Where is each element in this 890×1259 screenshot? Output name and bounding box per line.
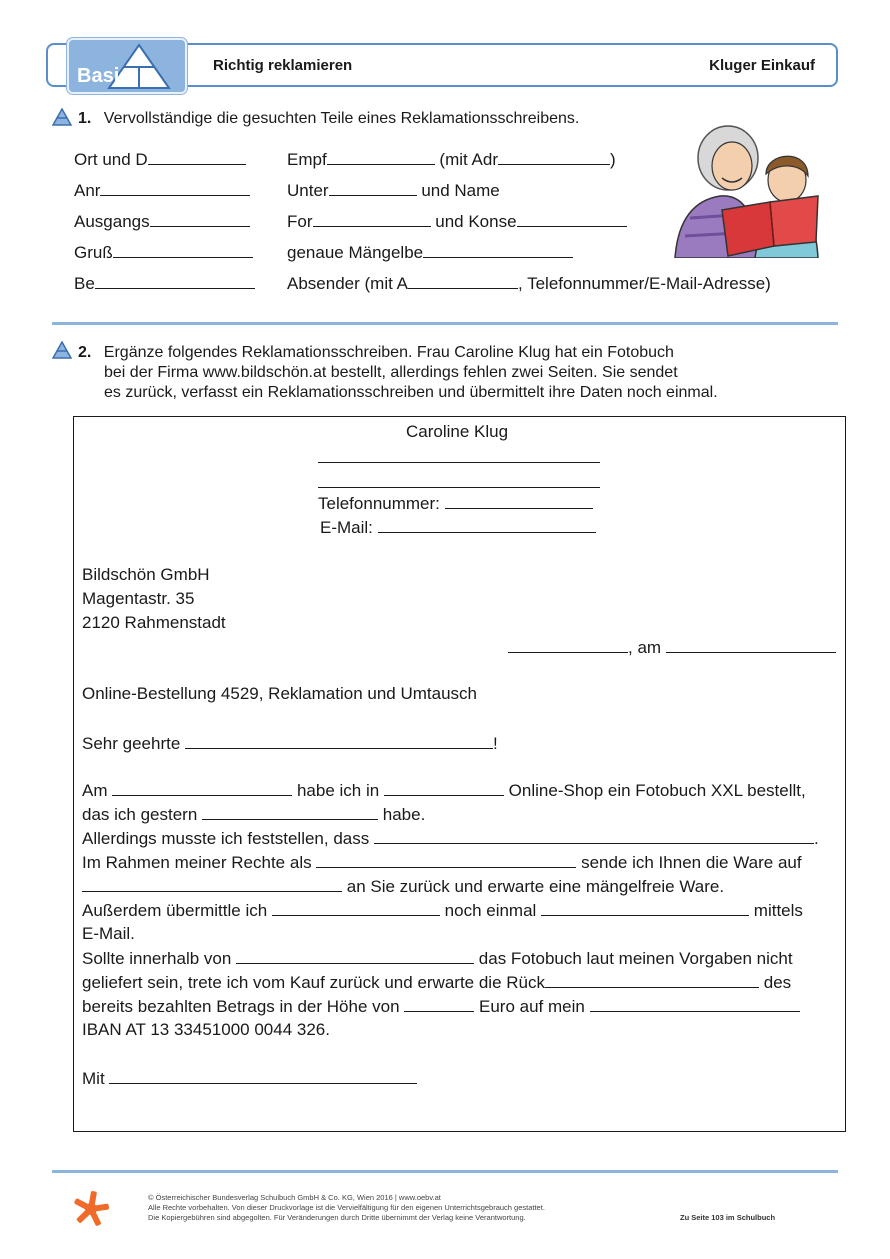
section-divider [52, 322, 838, 325]
blank[interactable] [408, 274, 518, 289]
email-label: E-Mail: [320, 518, 373, 537]
task1-left-5: Be [74, 274, 255, 294]
date-line: , am [508, 637, 836, 658]
copyright-line-1: © Österreichischer Bundesverlag Schulbuch GmbH & Co. KG, Wien 2016 | www.oebv.at [148, 1193, 441, 1202]
task1-right-5: Absender (mit A , Telefonnummer/E-Mail-Adresse) [287, 274, 771, 293]
page-title: Richtig reklamieren [213, 57, 353, 74]
task1-right-1: Empf (mit Adr ) [287, 150, 616, 169]
blank[interactable] [313, 212, 431, 227]
blank[interactable] [100, 181, 250, 196]
blank[interactable] [517, 212, 627, 227]
blank[interactable] [404, 996, 474, 1012]
blank[interactable] [590, 996, 800, 1012]
task1-right-4: genaue Mängelbe [287, 243, 573, 263]
task2-line-3: es zurück, verfasst ein Reklamationsschreiben und übermittelt ihre Daten noch einmal. [104, 384, 718, 401]
task2-line-2: bei der Firma www.bildschön.at bestellt, allerdings fehlen zwei Seiten. Sie sendet [104, 364, 678, 381]
body-line-8: Sollte innerhalb von das Fotobuch laut meinen Vorgaben nicht [82, 949, 793, 968]
recipient-2: Magentastr. 35 [82, 589, 195, 608]
task1-number: 1. [78, 110, 92, 127]
task1-left-3: Ausgangs [74, 212, 250, 232]
chapter-title: Kluger Einkauf [709, 57, 815, 74]
blank[interactable] [148, 150, 246, 165]
recipient-1: Bildschön GmbH [82, 565, 210, 584]
body-line-7: E-Mail. [82, 924, 135, 943]
task2-line-1: Ergänze folgendes Reklamationsschreiben. Frau Caroline Klug hat ein Fotobuch [103, 344, 674, 361]
basis-level-icon [52, 108, 72, 126]
blank[interactable] [112, 780, 292, 796]
subject-line: Online-Bestellung 4529, Reklamation und Umtausch [82, 684, 478, 703]
body-line-10: bereits bezahlten Betrags in der Höhe von Euro auf mein [82, 996, 800, 1017]
task2-number: 2. [78, 344, 92, 361]
blank[interactable] [327, 150, 435, 165]
body-line-4: Im Rahmen meiner Rechte als sende ich Ihnen die Ware auf [82, 853, 802, 872]
task1-instruction: Vervollständige die gesuchten Teile eines Reklamationsschreibens. [103, 110, 580, 127]
blank[interactable] [202, 804, 378, 820]
blank[interactable] [113, 243, 253, 258]
copyright-line-2: Alle Rechte vorbehalten. Von dieser Druckvorlage ist die Vervielfältigung für den eigenen Unterrichtsgebrauch gestattet. [148, 1203, 545, 1212]
task1-right-2: Unter und Name [287, 181, 500, 200]
date-blank[interactable] [666, 637, 836, 653]
sender-name: Caroline Klug [406, 422, 509, 441]
body-line-5: an Sie zurück und erwarte eine mängelfreie Ware. [82, 876, 724, 897]
blank[interactable] [150, 212, 250, 227]
sender-street-blank[interactable] [318, 447, 600, 463]
blank[interactable] [236, 948, 474, 964]
basis-level-icon [52, 341, 72, 359]
copyright-line-3: Die Kopiergebühren sind abgegolten. Für Veränderungen durch Dritte übernimmt der Verlag keine Verantwortung. [148, 1213, 526, 1222]
badge-label: Basis [77, 65, 131, 87]
blank[interactable] [374, 828, 814, 844]
body-line-3: Allerdings musste ich feststellen, dass . [82, 829, 819, 848]
email-blank[interactable] [378, 517, 596, 533]
closing-blank[interactable] [109, 1068, 417, 1084]
blank[interactable] [545, 972, 759, 988]
body-line-1: Am habe ich in Online-Shop ein Fotobuch XXL bestellt, [82, 781, 806, 800]
body-line-6: Außerdem übermittle ich noch einmal mittels [82, 901, 803, 920]
blank[interactable] [498, 150, 610, 165]
recipient-3: 2120 Rahmenstadt [82, 613, 226, 632]
phone-blank[interactable] [445, 493, 593, 509]
task1-left-1: Ort und D [74, 150, 246, 170]
footer-divider [52, 1170, 838, 1173]
page-reference: Zu Seite 103 im Schulbuch [680, 1213, 776, 1222]
sender-city-blank[interactable] [318, 472, 600, 488]
phone-line [318, 493, 593, 514]
task1-left-2: Anr [74, 181, 250, 201]
task1-right-3: For und Konse [287, 212, 627, 232]
salutation-blank[interactable] [185, 733, 493, 749]
place-blank[interactable] [508, 637, 628, 653]
blank[interactable] [541, 900, 749, 916]
blank[interactable] [384, 780, 504, 796]
body-line-11: IBAN AT 13 33451000 0044 326. [82, 1020, 330, 1039]
reading-illustration [670, 118, 830, 258]
blank[interactable] [95, 274, 255, 289]
blank[interactable] [423, 243, 573, 258]
task1-left-4: Gruß [74, 243, 253, 263]
email-line [320, 517, 596, 538]
publisher-logo-icon [72, 1190, 110, 1228]
blank[interactable] [316, 852, 576, 868]
blank[interactable] [82, 876, 342, 892]
blank[interactable] [272, 900, 440, 916]
phone-label: Telefonnummer: [318, 494, 440, 513]
body-line-9: geliefert sein, trete ich vom Kauf zurück und erwarte die Rück des [82, 973, 792, 992]
closing-line: Mit [82, 1068, 417, 1089]
body-line-2: das ich gestern habe. [82, 805, 426, 824]
level-badge [67, 38, 187, 94]
salutation-line: Sehr geehrte ! [82, 734, 498, 753]
blank[interactable] [329, 181, 417, 196]
